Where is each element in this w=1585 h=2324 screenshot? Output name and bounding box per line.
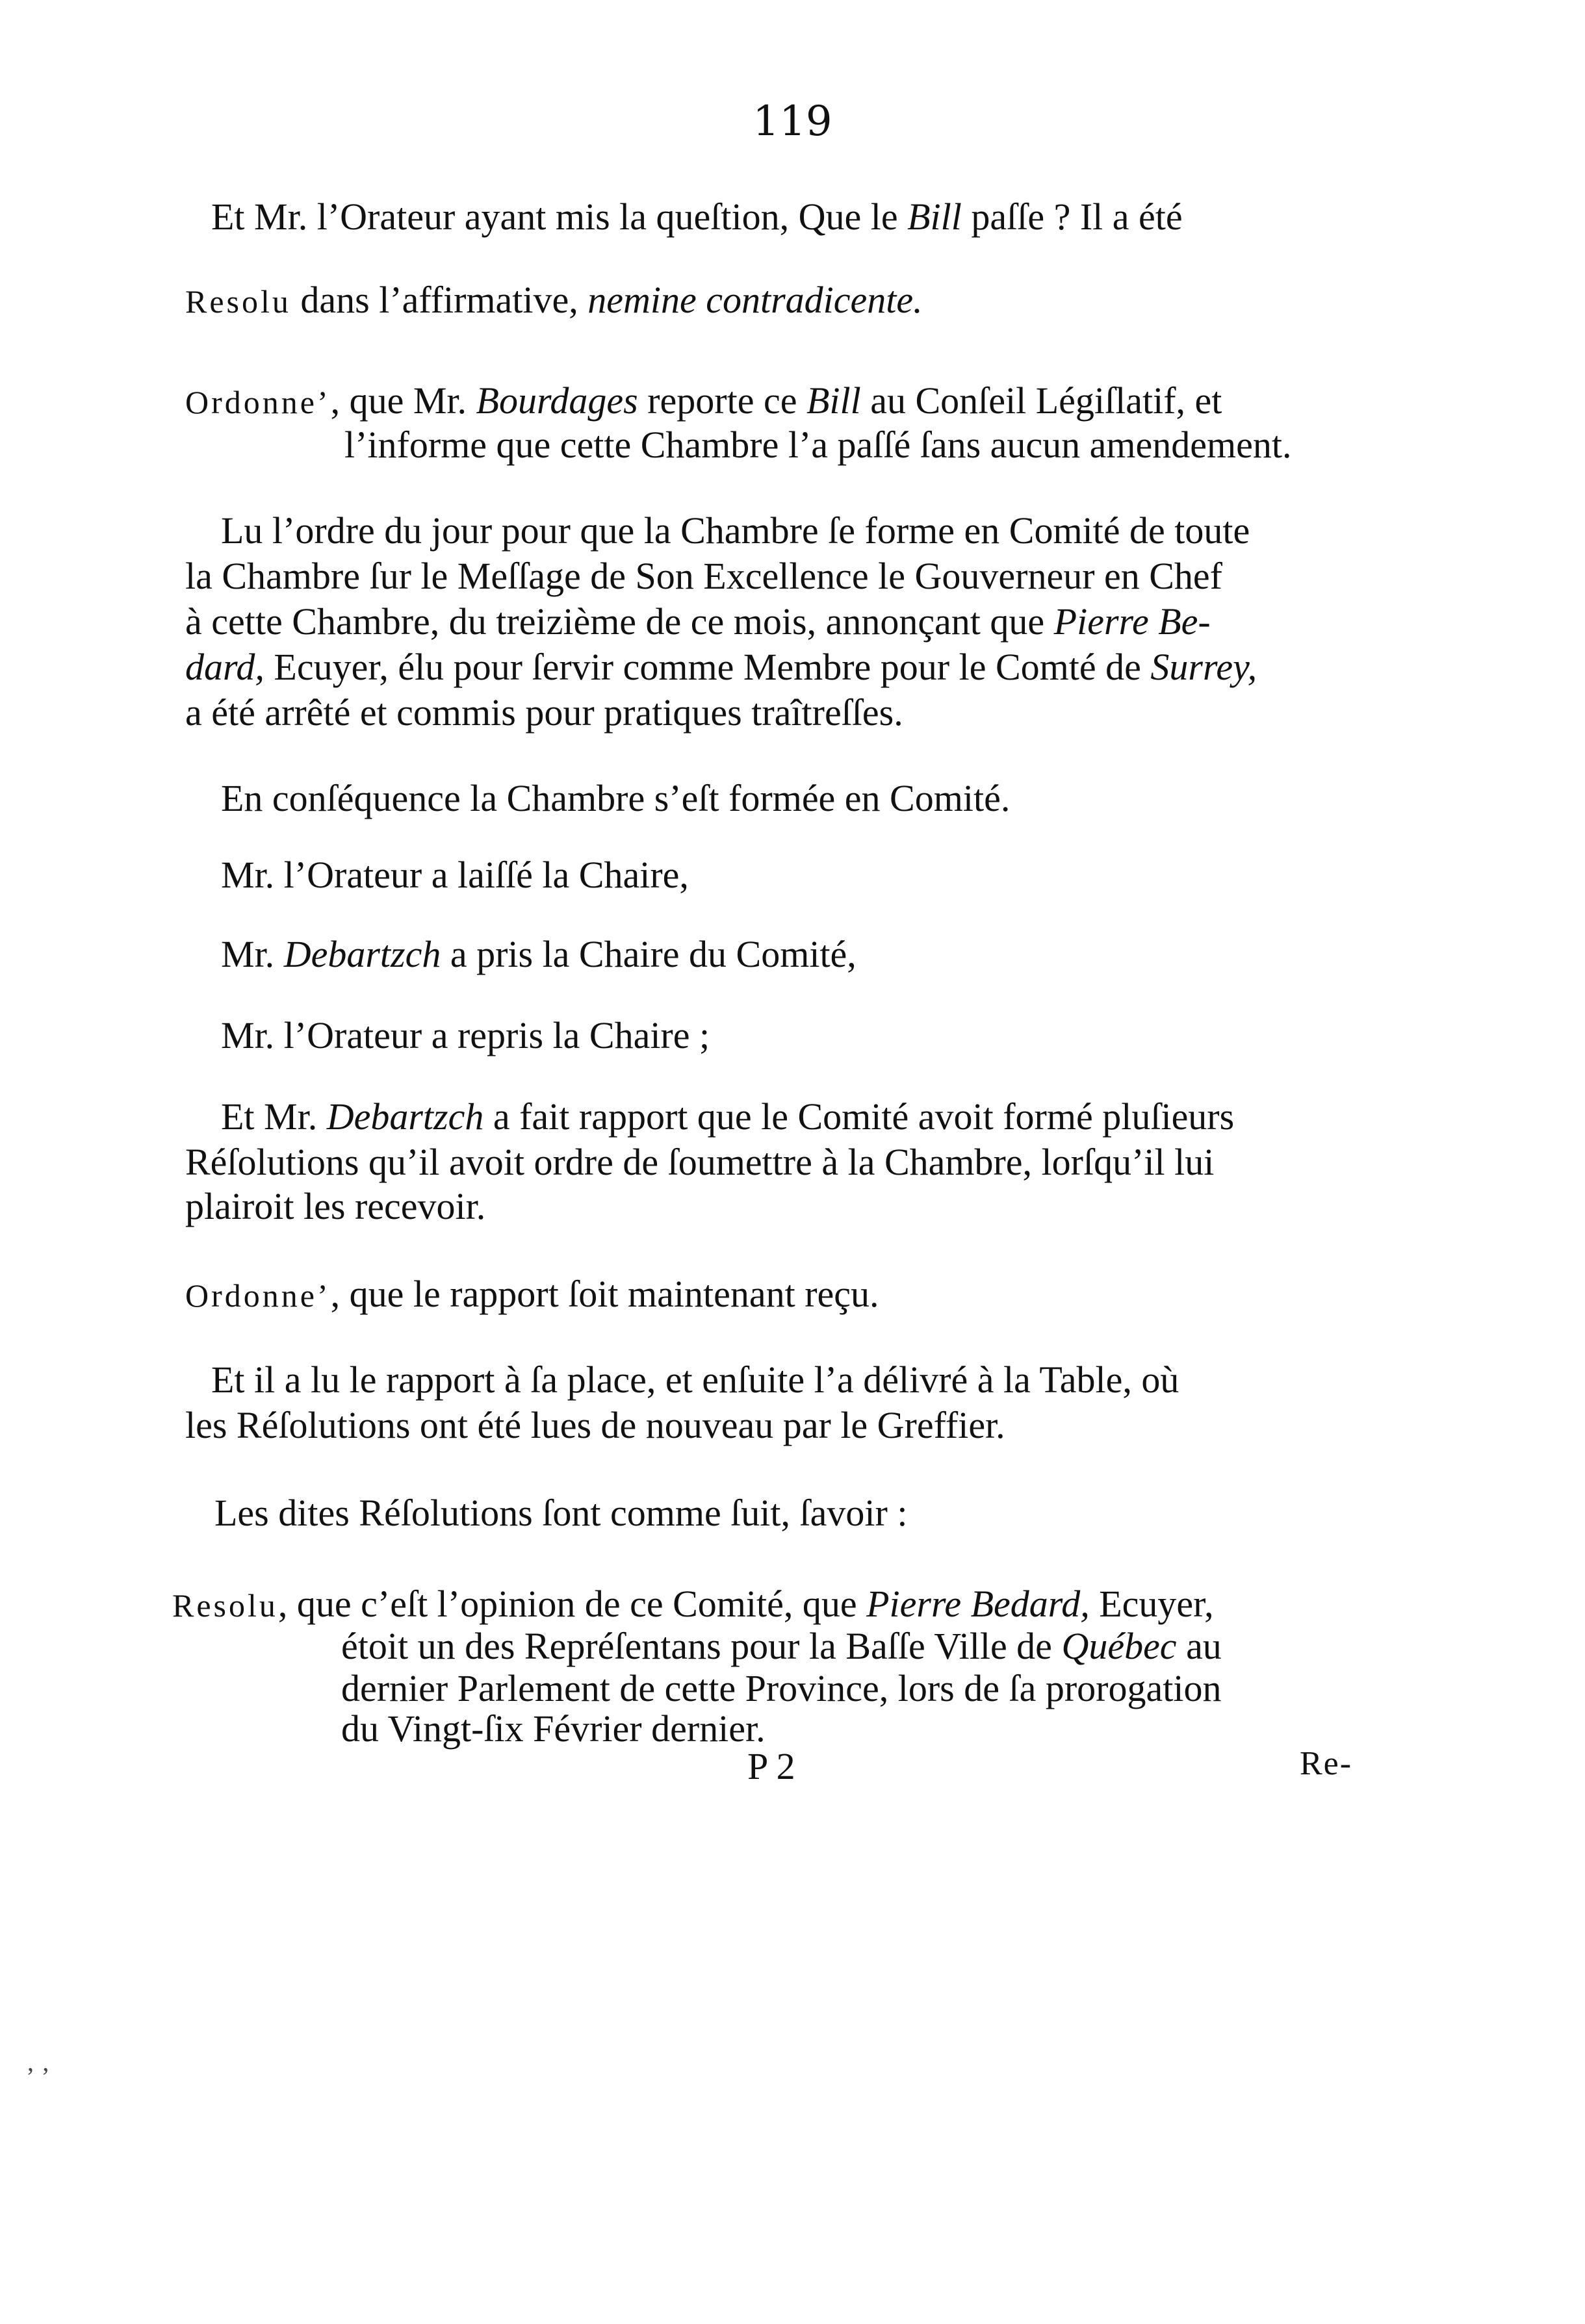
italic-run: Debartzch <box>326 1095 484 1138</box>
text-run: Lu l’ordre du jour pour que la Chambre ſe forme en Comité de toute <box>221 509 1250 552</box>
italic-run: Pierre Be- <box>1053 600 1211 643</box>
catchword: Re- <box>1300 1745 1353 1782</box>
text-line <box>185 600 1211 643</box>
text-run: au Conſeil Légiſlatif, et <box>860 379 1222 422</box>
text-line <box>185 1404 1005 1446</box>
text-line <box>221 1014 710 1056</box>
text-line <box>185 1185 486 1227</box>
text-run: , que Mr. <box>330 379 476 422</box>
text-run: les Réſolutions ont été lues de nouveau par le Greffier. <box>185 1404 1005 1446</box>
text-line <box>221 777 1011 819</box>
signature-mark: P 2 <box>747 1745 795 1787</box>
stray-mark: ‚ ‚ <box>26 2047 50 2076</box>
text-line <box>211 198 1183 236</box>
text-run: au <box>1176 1625 1222 1667</box>
text-line <box>211 1361 1179 1399</box>
smallcaps-run: Ordonne’ <box>185 1277 331 1314</box>
text-line <box>221 1095 1235 1138</box>
text-run: Mr. l’Orateur a laiſſé la Chaire, <box>221 854 689 896</box>
text-run: , que le rapport ſoit maintenant reçu. <box>330 1273 879 1315</box>
text-run: Réſolutions qu’il avoit ordre de ſoumettre à la Chambre, lorſqu’il lui <box>185 1141 1215 1183</box>
text-run: dernier Parlement de cette Province, lors de ſa prorogation <box>341 1667 1222 1709</box>
text-run: a fait rapport que le Comité avoit formé pluſieurs <box>483 1095 1235 1138</box>
text-run: a pris la Chaire du Comité, <box>441 933 857 975</box>
text-line <box>341 1667 1222 1709</box>
smallcaps-run: Ordonne’ <box>185 384 331 420</box>
text-run: Ecuyer, <box>1089 1583 1214 1625</box>
text-run: , que c’eſt l’opinion de ce Comité, que <box>277 1583 867 1625</box>
text-run: étoit un des Repréſentans pour la Baſſe Ville de <box>341 1625 1062 1667</box>
text-run: Mr. l’Orateur a repris la Chaire ; <box>221 1014 710 1056</box>
text-run: Mr. <box>221 933 284 975</box>
text-line <box>185 557 1222 595</box>
text-run: l’informe que cette Chambre l’a paſſé ſans aucun amendement. <box>344 424 1292 466</box>
smallcaps-run: Resolu <box>185 283 291 320</box>
italic-run: Pierre Bedard, <box>866 1583 1090 1625</box>
text-run: Et il a lu le rapport à ſa place, et enſuite l’a délivré à la Table, où <box>211 1359 1179 1401</box>
italic-run: Bill <box>806 379 861 422</box>
italic-run: dard, <box>185 646 264 688</box>
text-run: à cette Chambre, du treizième de ce mois, annonçant que <box>185 600 1054 643</box>
text-line <box>172 1585 1214 1623</box>
text-run: plairoit les recevoir. <box>185 1185 486 1227</box>
text-line <box>185 1275 879 1313</box>
text-line <box>185 648 1257 686</box>
text-line <box>341 1625 1222 1667</box>
text-line <box>221 509 1250 552</box>
italic-run: nemine contradicente. <box>587 279 923 321</box>
text-line <box>341 1707 766 1750</box>
text-line <box>185 691 903 734</box>
italic-run: Bourdages <box>476 379 638 422</box>
text-line <box>185 1143 1214 1181</box>
text-run: Ecuyer, élu pour ſervir comme Membre pour le Comté de <box>264 646 1151 688</box>
page-number: 119 <box>753 97 832 146</box>
text-run: du Vingt-ſix Février dernier. <box>341 1707 766 1750</box>
italic-run: Bill <box>907 196 962 238</box>
italic-run: Québec <box>1061 1625 1177 1667</box>
text-line <box>214 1494 907 1532</box>
text-run: Les dites Réſolutions ſont comme ſuit, ſavoir : <box>214 1492 908 1534</box>
text-run: Et Mr. <box>221 1095 327 1138</box>
text-run: Et Mr. l’Orateur ayant mis la queſtion, Que le <box>211 196 908 238</box>
text-line <box>185 379 1222 422</box>
text-run: dans l’affirmative, <box>290 279 588 321</box>
italic-run: Surrey, <box>1150 646 1257 688</box>
text-line <box>344 426 1291 464</box>
text-run: paſſe ? Il a été <box>961 196 1183 238</box>
italic-run: Debartzch <box>283 933 441 975</box>
text-line <box>221 933 857 975</box>
text-run: En conſéquence la Chambre s’eſt formée en Comité. <box>221 777 1011 819</box>
text-line <box>221 856 689 894</box>
text-run: a été arrêté et commis pour pratiques traîtreſſes. <box>185 691 903 734</box>
smallcaps-run: Resolu <box>172 1587 278 1624</box>
text-line <box>185 281 923 319</box>
text-run: reporte ce <box>638 379 806 422</box>
text-run: la Chambre ſur le Meſſage de Son Excellence le Gouverneur en Chef <box>185 555 1222 597</box>
